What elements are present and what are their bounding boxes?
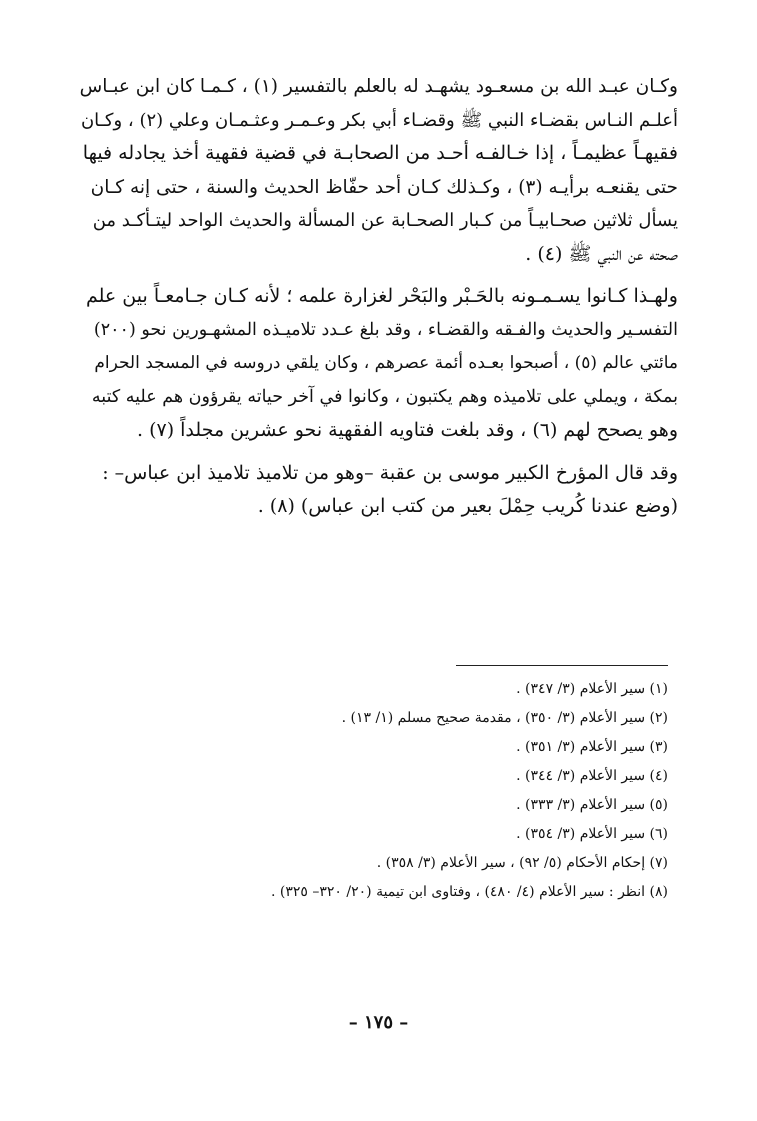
footnote-7: (٧) إحكام الأحكام (٥/ ٩٢) ، سير الأعلام (٣/ ٣٥٨) . [376,855,668,871]
text-line: ولهـذا كـانوا يسـمـونه بالحَـبْر والبَحْر لغزارة علمه ؛ لأنه كـان جـامعـاً بين علم [86,285,678,307]
paragraph-3 [78,457,678,524]
main-text [78,70,678,524]
paragraph-1 [78,70,678,271]
text-line: أعلـم النـاس بقضـاء النبي ﷺ وقضـاء أبي بكر وعـمـر وعثـمـان وعلي (٢) ، وكـان [80,109,678,131]
text-line: مائتي عالم (٥) ، أصبحوا بعـده أئمة عصرهم ، وكان يلقي دروسه في المسجد الحرام [94,353,678,373]
footnote-8: (٨) انظر : سير الأعلام (٤/ ٤٨٠) ، وفتاوى ابن تيمية (٢٠/ ٣٢٠– ٣٢٥) . [270,884,668,900]
footnote-4: (٤) سير الأعلام (٣/ ٣٤٤) . [516,768,668,784]
text-line: حتى يقنعـه برأيـه (٣) ، وكـذلك كـان أحد حفّاظ الحديث والسنة ، حتى إنه كـان [90,176,678,198]
text-line: وكـان عبـد الله بن مسعـود يشهـد له بالعلم بالتفسير (١) ، كـمـا كان ابن عبـاس [79,76,678,97]
footnote-2: (٢) سير الأعلام (٣/ ٣٥٠) ، مقدمة صحيح مسلم (١/ ١٣) . [341,710,668,726]
text-line: وهو يصحح لهم (٦) ، وقد بلغت فتاويه الفقهية نحو عشرين مجلداً (٧) . [136,419,678,441]
footnote-1: (١) سير الأعلام (٣/ ٣٤٧) . [516,681,668,697]
text-line: وقد قال المؤرخ الكبير موسى بن عقبة –وهو من تلاميذ تلاميذ ابن عباس– : [102,461,678,484]
text-line: (وضع عندنا كُريب حِمْلَ بعير من كتب ابن عباس) (٨) . [257,495,678,517]
paragraph-2 [78,280,678,448]
footnote-3: (٣) سير الأعلام (٣/ ٣٥١) . [516,739,668,755]
footnote-divider [456,665,668,666]
text-line: التفسـير والحديث والفـقه والقضـاء ، وقد بلغ عـدد تلاميـذه المشهـورين نحو (٢٠٠) [93,319,678,340]
text-line: يسأل ثلاثين صحـابيـاً من كـبار الصحـابة عن المسألة والحديث الواحد ليتـأكـد من [92,210,678,231]
footnotes [108,675,668,907]
page-number: – ١٧٥ – [348,1012,409,1033]
text-line: صحته عن النبي ﷺ (٤) . [525,242,678,265]
text-line: بمكة ، ويملي على تلاميذه وهم يكتبون ، وكانوا في آخر حياته يقرؤون هم عليه كتبه [91,386,678,407]
text-line: فقيهـاً عظيمـاً ، إذا خـالفـه أحـد من الصحابـة في قضية فقهية أخذ يجادله فيها [82,142,678,164]
footnote-6: (٦) سير الأعلام (٣/ ٣٥٤) . [516,826,668,842]
footnote-5: (٥) سير الأعلام (٣/ ٣٣٣) . [516,797,668,813]
